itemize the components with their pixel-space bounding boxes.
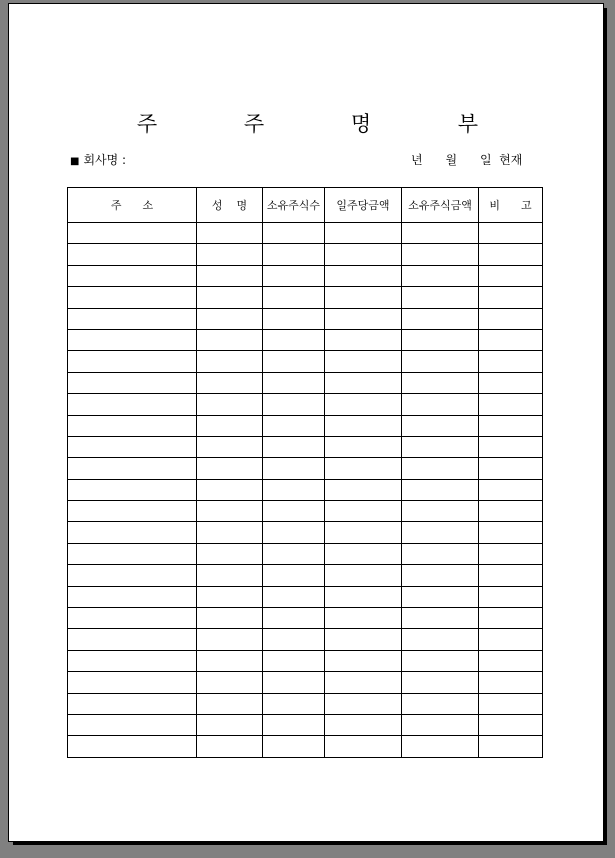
share-amount-cell	[402, 650, 479, 671]
share-amount-cell	[402, 608, 479, 629]
table-body	[68, 223, 543, 758]
par-value-cell	[325, 736, 402, 757]
remarks-cell	[479, 436, 543, 457]
table-row	[68, 736, 543, 757]
name-cell	[197, 458, 263, 479]
shares-owned-cell	[263, 586, 325, 607]
address-cell	[68, 265, 197, 286]
table-row	[68, 394, 543, 415]
column-header-share-amount: 소유주식금액	[402, 188, 479, 223]
table-row	[68, 672, 543, 693]
share-amount-cell	[402, 308, 479, 329]
shares-owned-cell	[263, 543, 325, 564]
name-cell	[197, 543, 263, 564]
share-amount-cell	[402, 629, 479, 650]
shares-owned-cell	[263, 287, 325, 308]
share-amount-cell	[402, 329, 479, 350]
table-row	[68, 223, 543, 244]
name-cell	[197, 415, 263, 436]
par-value-cell	[325, 650, 402, 671]
share-amount-cell	[402, 415, 479, 436]
remarks-cell	[479, 223, 543, 244]
share-amount-cell	[402, 287, 479, 308]
name-cell	[197, 522, 263, 543]
table-row	[68, 693, 543, 714]
page-shadow-bottom	[13, 842, 607, 845]
share-amount-cell	[402, 736, 479, 757]
address-cell	[68, 522, 197, 543]
par-value-cell	[325, 287, 402, 308]
par-value-cell	[325, 501, 402, 522]
share-amount-cell	[402, 586, 479, 607]
company-name-line	[70, 151, 126, 168]
name-cell	[197, 736, 263, 757]
shares-owned-cell	[263, 244, 325, 265]
remarks-cell	[479, 372, 543, 393]
share-amount-cell	[402, 672, 479, 693]
address-cell	[68, 565, 197, 586]
shares-owned-cell	[263, 672, 325, 693]
share-amount-cell	[402, 394, 479, 415]
name-cell	[197, 586, 263, 607]
address-cell	[68, 608, 197, 629]
remarks-cell	[479, 672, 543, 693]
share-amount-cell	[402, 693, 479, 714]
address-cell	[68, 736, 197, 757]
par-value-cell	[325, 608, 402, 629]
column-header-address: 주 소	[68, 188, 197, 223]
remarks-cell	[479, 608, 543, 629]
column-header-name: 성 명	[197, 188, 263, 223]
name-cell	[197, 372, 263, 393]
par-value-cell	[325, 565, 402, 586]
remarks-cell	[479, 693, 543, 714]
shareholder-register-table	[67, 187, 543, 758]
name-cell	[197, 223, 263, 244]
table-row	[68, 436, 543, 457]
name-cell	[197, 308, 263, 329]
par-value-cell	[325, 629, 402, 650]
address-cell	[68, 650, 197, 671]
name-cell	[197, 287, 263, 308]
share-amount-cell	[402, 244, 479, 265]
par-value-cell	[325, 693, 402, 714]
table-row	[68, 372, 543, 393]
address-cell	[68, 586, 197, 607]
remarks-cell	[479, 394, 543, 415]
table-row	[68, 458, 543, 479]
remarks-cell	[479, 415, 543, 436]
name-cell	[197, 501, 263, 522]
shares-owned-cell	[263, 308, 325, 329]
shares-owned-cell	[263, 501, 325, 522]
table-row	[68, 308, 543, 329]
column-header-shares-owned: 소유주식수	[263, 188, 325, 223]
table-row	[68, 522, 543, 543]
name-cell	[197, 608, 263, 629]
table-row	[68, 565, 543, 586]
name-cell	[197, 329, 263, 350]
table-row	[68, 329, 543, 350]
table-row	[68, 265, 543, 286]
name-cell	[197, 265, 263, 286]
shares-owned-cell	[263, 629, 325, 650]
shares-owned-cell	[263, 458, 325, 479]
address-cell	[68, 415, 197, 436]
remarks-cell	[479, 543, 543, 564]
as-of-date-label: 년 월 일 현재	[411, 153, 523, 167]
shares-owned-cell	[263, 693, 325, 714]
shares-owned-cell	[263, 372, 325, 393]
shares-owned-cell	[263, 394, 325, 415]
address-cell	[68, 714, 197, 735]
par-value-cell	[325, 543, 402, 564]
name-cell	[197, 479, 263, 500]
share-amount-cell	[402, 436, 479, 457]
name-cell	[197, 693, 263, 714]
remarks-cell	[479, 265, 543, 286]
share-amount-cell	[402, 265, 479, 286]
shares-owned-cell	[263, 565, 325, 586]
shares-owned-cell	[263, 736, 325, 757]
par-value-cell	[325, 394, 402, 415]
bullet-square-icon: ■	[70, 156, 80, 167]
par-value-cell	[325, 586, 402, 607]
shares-owned-cell	[263, 351, 325, 372]
remarks-cell	[479, 329, 543, 350]
remarks-cell	[479, 458, 543, 479]
par-value-cell	[325, 265, 402, 286]
table-row	[68, 501, 543, 522]
remarks-cell	[479, 501, 543, 522]
address-cell	[68, 244, 197, 265]
share-amount-cell	[402, 351, 479, 372]
address-cell	[68, 458, 197, 479]
shares-owned-cell	[263, 608, 325, 629]
address-cell	[68, 223, 197, 244]
name-cell	[197, 714, 263, 735]
share-amount-cell	[402, 458, 479, 479]
par-value-cell	[325, 458, 402, 479]
company-name-label: 회사명 :	[83, 153, 127, 167]
par-value-cell	[325, 436, 402, 457]
shares-owned-cell	[263, 329, 325, 350]
shares-owned-cell	[263, 650, 325, 671]
par-value-cell	[325, 244, 402, 265]
shares-owned-cell	[263, 479, 325, 500]
share-amount-cell	[402, 522, 479, 543]
par-value-cell	[325, 308, 402, 329]
table-header-row	[68, 188, 543, 223]
address-cell	[68, 501, 197, 522]
share-amount-cell	[402, 479, 479, 500]
par-value-cell	[325, 672, 402, 693]
address-cell	[68, 479, 197, 500]
remarks-cell	[479, 287, 543, 308]
table-row	[68, 415, 543, 436]
shares-owned-cell	[263, 714, 325, 735]
name-cell	[197, 351, 263, 372]
document-title: 주 주 명 부	[136, 112, 519, 136]
table-row	[68, 244, 543, 265]
address-cell	[68, 394, 197, 415]
par-value-cell	[325, 372, 402, 393]
remarks-cell	[479, 244, 543, 265]
remarks-cell	[479, 308, 543, 329]
name-cell	[197, 394, 263, 415]
remarks-cell	[479, 629, 543, 650]
address-cell	[68, 372, 197, 393]
par-value-cell	[325, 522, 402, 543]
address-cell	[68, 693, 197, 714]
address-cell	[68, 543, 197, 564]
remarks-cell	[479, 479, 543, 500]
share-amount-cell	[402, 223, 479, 244]
remarks-cell	[479, 565, 543, 586]
remarks-cell	[479, 650, 543, 671]
par-value-cell	[325, 714, 402, 735]
address-cell	[68, 287, 197, 308]
par-value-cell	[325, 329, 402, 350]
name-cell	[197, 244, 263, 265]
remarks-cell	[479, 522, 543, 543]
remarks-cell	[479, 736, 543, 757]
table-row	[68, 586, 543, 607]
address-cell	[68, 436, 197, 457]
table-row	[68, 543, 543, 564]
address-cell	[68, 329, 197, 350]
name-cell	[197, 672, 263, 693]
name-cell	[197, 650, 263, 671]
address-cell	[68, 629, 197, 650]
share-amount-cell	[402, 714, 479, 735]
share-amount-cell	[402, 372, 479, 393]
share-amount-cell	[402, 565, 479, 586]
remarks-cell	[479, 351, 543, 372]
table-row	[68, 650, 543, 671]
shares-owned-cell	[263, 223, 325, 244]
table-row	[68, 608, 543, 629]
par-value-cell	[325, 415, 402, 436]
column-header-par-value: 일주당금액	[325, 188, 402, 223]
table-row	[68, 287, 543, 308]
name-cell	[197, 565, 263, 586]
table-row	[68, 714, 543, 735]
share-amount-cell	[402, 501, 479, 522]
shares-owned-cell	[263, 436, 325, 457]
shares-owned-cell	[263, 522, 325, 543]
par-value-cell	[325, 479, 402, 500]
address-cell	[68, 351, 197, 372]
table-row	[68, 479, 543, 500]
address-cell	[68, 672, 197, 693]
remarks-cell	[479, 586, 543, 607]
par-value-cell	[325, 223, 402, 244]
name-cell	[197, 629, 263, 650]
par-value-cell	[325, 351, 402, 372]
name-cell	[197, 436, 263, 457]
table-row	[68, 351, 543, 372]
address-cell	[68, 308, 197, 329]
share-amount-cell	[402, 543, 479, 564]
shares-owned-cell	[263, 265, 325, 286]
remarks-cell	[479, 714, 543, 735]
shares-owned-cell	[263, 415, 325, 436]
table-row	[68, 629, 543, 650]
column-header-remarks: 비 고	[479, 188, 543, 223]
